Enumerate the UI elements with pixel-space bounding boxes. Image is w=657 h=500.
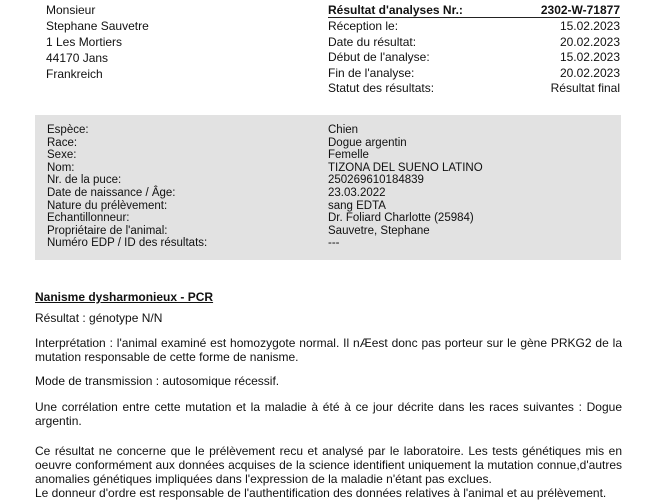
results-row-analysis-start (328, 50, 620, 66)
animal-info-box (35, 115, 621, 260)
animal-info-label: Nom: (47, 161, 75, 174)
responsibility-paragraph: Le donneur d'ordre est responsable de l'authentification des données relatives à l'animal et au prélèvement. (35, 486, 607, 500)
recipient-name: Stephane Sauvetre (46, 19, 149, 33)
recipient-salutation: Monsieur (46, 3, 96, 17)
animal-info-value: 23.03.2022 (328, 186, 386, 199)
animal-info-value: sang EDTA (328, 199, 386, 212)
transmission-text: Mode de transmission : autosomique récessif. (35, 374, 280, 388)
results-row-label: Fin de l'analyse: (328, 65, 415, 80)
animal-info-value: Sauvetre, Stephane (328, 224, 430, 237)
disclaimer-paragraph: Ce résultat ne concerne que le prélèvement recu et analysé par le laboratoire. Les tests génétiques mis en oeuvre conformément aux données acquises de la science identifient uniquement la mutation connue,d'autres anomalies génétiques impliquées dans l'expression de la maladie n'étant pas exclues. (35, 444, 622, 486)
animal-info-row (47, 200, 617, 213)
animal-info-label: Nature du prélèvement: (47, 199, 168, 212)
disclaimer-text (35, 444, 622, 500)
results-row-label: Statut des résultats: (328, 81, 435, 96)
recipient-country: Frankreich (46, 67, 103, 81)
results-row-reception (328, 19, 620, 35)
animal-info-value: Chien (328, 124, 359, 136)
animal-info-label: Date de naissance / Âge: (47, 186, 176, 199)
animal-info-value: Dogue argentin (328, 136, 407, 149)
results-row-analysis-end (328, 66, 620, 82)
animal-info-value: TIZONA DEL SUENO LATINO (328, 161, 483, 174)
results-row-label: Date du résultat: (328, 34, 417, 49)
animal-info-label: Sexe: (47, 149, 77, 162)
interpretation-text: Interprétation : l'animal examiné est homozygote normal. Il nÆest donc pas porteur sur le gène PRKG2 de la mutation responsable de cette forme de nanisme. (35, 336, 622, 364)
results-row-status (328, 81, 620, 97)
animal-info-label: Race: (47, 136, 78, 149)
animal-info-row (47, 187, 617, 200)
results-row-result-date (328, 35, 620, 51)
test-title: Nanisme dysharmonieux - PCR (35, 290, 214, 304)
animal-info-list (47, 124, 617, 250)
animal-info-row (47, 162, 617, 175)
results-row-value: 20.02.2023 (559, 34, 620, 49)
animal-info-row (47, 149, 617, 162)
animal-info-row (47, 237, 617, 250)
recipient-city: 44170 Jans (46, 51, 109, 65)
animal-info-row (47, 225, 617, 238)
animal-info-label: Numéro EDP / ID des résultats: (47, 237, 208, 250)
results-header (328, 3, 620, 97)
results-status-value: Résultat final (550, 81, 620, 96)
results-row-value: 15.02.2023 (559, 50, 620, 65)
results-row-value: 15.02.2023 (559, 19, 620, 33)
results-row-label: Réception le: (328, 19, 399, 33)
results-heading-label: Résultat d'analyses Nr.: (328, 3, 463, 17)
animal-info-label: Echantillonneur: (47, 212, 130, 225)
animal-info-row (47, 124, 617, 137)
animal-info-value: 250269610184839 (328, 174, 424, 187)
animal-info-row (47, 212, 617, 225)
results-row-label: Début de l'analyse: (328, 50, 430, 65)
correlation-text: Une corrélation entre cette mutation et la maladie à été à ce jour décrite dans les races suivantes : Dogue argentin. (35, 400, 622, 428)
recipient-street: 1 Les Mortiers (46, 35, 123, 49)
result-text: Résultat : génotype N/N (35, 311, 163, 325)
recipient-address (46, 2, 276, 82)
results-row-value: 20.02.2023 (559, 65, 620, 80)
animal-info-label: Propriétaire de l'animal: (47, 224, 168, 237)
animal-info-row (47, 174, 617, 187)
animal-info-value: Dr. Foliard Charlotte (25984) (328, 212, 474, 225)
results-heading (328, 3, 620, 18)
animal-info-value: --- (328, 237, 340, 250)
results-number: 2302-W-71877 (540, 3, 620, 17)
animal-info-value: Femelle (328, 149, 369, 162)
animal-info-label: Nr. de la puce: (47, 174, 122, 187)
animal-info-label: Espèce: (47, 124, 89, 136)
animal-info-row (47, 137, 617, 150)
